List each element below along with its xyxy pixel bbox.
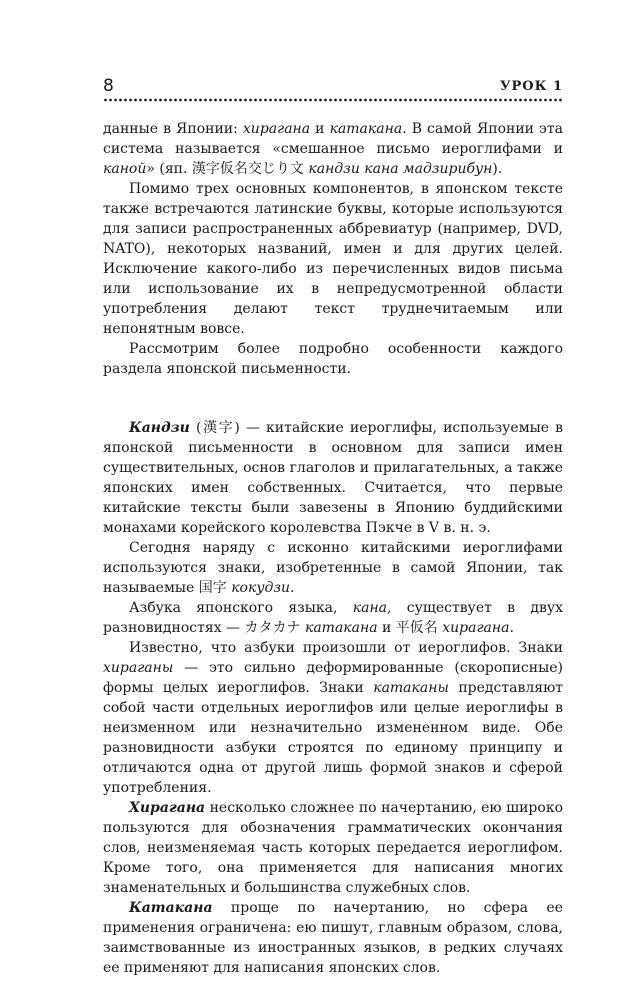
text-run: Сегодня наряду с исконно китайскими иероглифами используются знаки, изобретенные в самой Японии, так называемые 国字 (103, 540, 563, 596)
text-run: данные в Японии: (103, 121, 243, 137)
italic-term: кокудзи (231, 580, 290, 596)
text-run: представляют собой части отдельных иероглифов или целые иероглифы в неизменном или незначительно измененном виде. Обе разновидности азбуки строятся по единому принципу и отличаются одна от другой лишь формой знаков и сферой употребления. (103, 680, 564, 796)
bold-italic-term: Катакана (129, 900, 213, 916)
paragraph-p2 (103, 179, 563, 339)
text-run: , существует в двух разновидностях — カタカナ (103, 600, 563, 636)
text-run: и (310, 121, 330, 137)
paragraph-p5 (103, 538, 563, 598)
paragraph-p1 (103, 119, 563, 179)
page-header (103, 76, 563, 96)
italic-term: хирагана (442, 620, 510, 636)
paragraph-p8 (103, 798, 563, 898)
text-run: (漢字) — китайские иероглифы, используемые в японской письменности в основном для записи имен существительных, основ глаголов и прилагательных, а также японских имен собственных. Считается, что первые китайские тексты были завезены в Японию буддийскими монахами корейского королевства Пэкче в V в. н. э. (103, 420, 563, 536)
text-run: . (289, 580, 295, 596)
italic-term: катакана (304, 620, 378, 636)
text-run: ). (492, 161, 503, 177)
paragraph-p7 (103, 638, 563, 798)
paragraph-p4 (103, 418, 563, 538)
italic-term: катаканы (373, 680, 449, 696)
body-text (103, 119, 563, 978)
text-run: несколько сложнее по начертанию, ею широко пользуются для обозначения грамматических окончания слов, неизменяемая часть которых передается иероглифом. Кроме того, она применяется для написания многих знаменательных и большинства служебных слов. (103, 800, 563, 896)
italic-term: хираганы (103, 660, 174, 676)
italic-term: каной (103, 161, 147, 177)
running-title: УРОК 1 (499, 79, 563, 94)
text-run: . (509, 620, 514, 636)
text-run: » (яп. 漢字仮名交じり文 (146, 161, 309, 177)
text-run: Известно, что азбуки произошли от иероглифов. Знаки (129, 640, 563, 656)
italic-term: кана (352, 600, 388, 616)
text-run: проще по начертанию, но сфера ее применения ограничена: ею пишут, главным образом, слова, заимствованные из иностранных языков, в редких случаях ее применяют для написания японских слов. (103, 900, 563, 976)
text-run: Рассмотрим более подробно особенности каждого раздела японской письменности. (103, 341, 563, 377)
page-number: 8 (103, 76, 114, 96)
text-run: Азбука японского языка, (129, 600, 353, 616)
text-run: — это сильно деформированные (скорописные) формы целых иероглифов. Знаки (103, 660, 563, 696)
paragraph-p9 (103, 898, 563, 978)
paragraph-p3 (103, 339, 563, 379)
dotted-divider (103, 98, 563, 102)
bold-italic-term: Хирагана (129, 800, 206, 816)
italic-term: хирагана (242, 121, 311, 137)
text-run: и 平仮名 (377, 620, 443, 636)
italic-term: кандзи кана мадзирибун (308, 161, 493, 177)
italic-term: катакана (329, 121, 403, 137)
text-run: Помимо трех основных компонентов, в японском тексте также встречаются латинские буквы, которые используются для записи распространенных аббревиатур (например, DVD, NATO), некоторых названий, имен и для других целей. Исключение какого-либо из перечисленных видов письма или использование их в непредусмотренной области употребления делают текст труднечитаемым или непонятным вовсе. (103, 181, 563, 337)
paragraph-p6 (103, 598, 563, 638)
bold-italic-term: Кандзи (129, 420, 190, 436)
text-run: . В самой Японии эта система называется «смешанное письмо иероглифами и (103, 121, 563, 157)
